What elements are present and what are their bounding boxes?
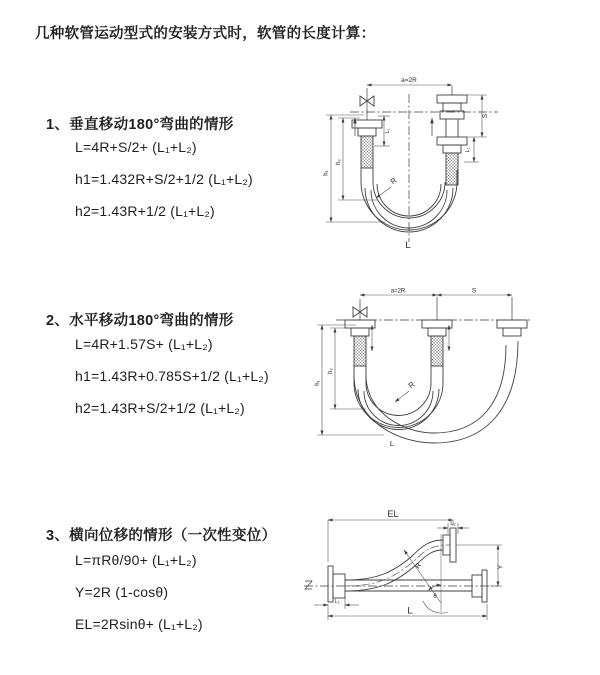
d1-dimension-lines — [323, 85, 487, 222]
d2-stroke-label: S — [471, 287, 477, 295]
d1-hose-assembly — [350, 86, 498, 242]
d3-extended-length-label: EL — [387, 509, 399, 519]
d2-left-braid — [354, 336, 366, 366]
section-3-heading: 3、横向位移的情形（一次性变位） — [46, 528, 277, 544]
d1-stroke-label: S — [482, 113, 489, 119]
d3-length-label: L — [407, 605, 413, 617]
section-1-formula-h1: h1=1.432R+S/2+1/2 (L₁+L₂) — [75, 171, 253, 187]
d1-h1-label: h₁ — [323, 170, 330, 176]
section-2-formula-L: L=4R+1.57S+ (L₁+L₂) — [75, 336, 213, 352]
section-3-formula-EL: EL=2Rsinθ+ (L₁+L₂) — [75, 616, 203, 632]
d2-hose-pos1-outer — [354, 366, 443, 428]
d3-offset-label: Y — [497, 564, 505, 570]
d2-hose-assembly — [336, 297, 530, 443]
centerline-break-icon — [305, 581, 312, 589]
d3-displaced-flange — [450, 528, 456, 562]
d1-right-lower-flange — [437, 137, 467, 145]
d1-span-label: a=2R — [401, 77, 417, 84]
d2-span-label: a=2R — [390, 288, 406, 295]
d2-right-flange — [497, 320, 527, 328]
d2-h2-label: h₂ — [328, 368, 334, 374]
section-2-heading: 2、水平移动180°弯曲的情形 — [46, 313, 234, 329]
d2-middle-braid — [431, 336, 443, 366]
d3-right-fitting-label: L₂ — [450, 521, 456, 527]
d3-hose-assembly — [304, 528, 498, 602]
d2-radius-label: R — [406, 379, 417, 391]
d1-length-label: L — [405, 240, 411, 251]
d2-left-flange — [345, 320, 375, 328]
diagram-vertical-180-bend — [312, 72, 598, 260]
d3-radius-label: R — [414, 562, 424, 571]
d2-middle-flange — [422, 320, 452, 328]
diagram-lateral-displacement — [298, 500, 600, 650]
d1-h2-label: h₂ — [336, 159, 342, 165]
section-1-formula-L: L=4R+S/2+ (L₁+L₂) — [75, 139, 197, 155]
d1-left-flange — [352, 120, 382, 128]
d2-h1-label: h₁ — [315, 380, 321, 386]
d1-right-fitting-label: L₁ — [465, 147, 471, 153]
diagram-horizontal-180-bend — [308, 283, 600, 455]
d3-left-fitting-label: L₁ — [334, 599, 340, 605]
section-1-heading: 1、垂直移动180°弯曲的情形 — [46, 117, 234, 133]
page-title: 几种软管运动型式的安装方式时，软管的长度计算： — [35, 26, 376, 42]
d1-left-braid — [361, 136, 373, 168]
d2-dimension-lines — [317, 295, 512, 435]
d2-length-label: L — [389, 439, 395, 448]
d1-right-upper-flange — [437, 95, 467, 103]
d2-hose-pos1-inner — [366, 366, 431, 415]
d1-right-braid — [446, 153, 458, 185]
section-1-formula-h2: h2=1.43R+1/2 (L₁+L₂) — [75, 203, 215, 219]
d3-angle-label: θ — [433, 594, 437, 600]
section-3-formula-Y: Y=2R (1-cosθ) — [75, 584, 169, 600]
section-3-formula-L: L=πRθ/90+ (L₁+L₂) — [75, 552, 197, 568]
d1-left-fitting-label: L₁ — [385, 128, 391, 134]
d1-radius-label: R — [388, 175, 399, 187]
d3-displaced-hose-top — [345, 540, 443, 580]
section-2-formula-h1: h1=1.43R+0.785S+1/2 (L₁+L₂) — [75, 368, 269, 384]
section-2-formula-h2: h2=1.43R+S/2+1/2 (L₁+L₂) — [75, 400, 245, 416]
d3-left-flange — [328, 566, 333, 602]
